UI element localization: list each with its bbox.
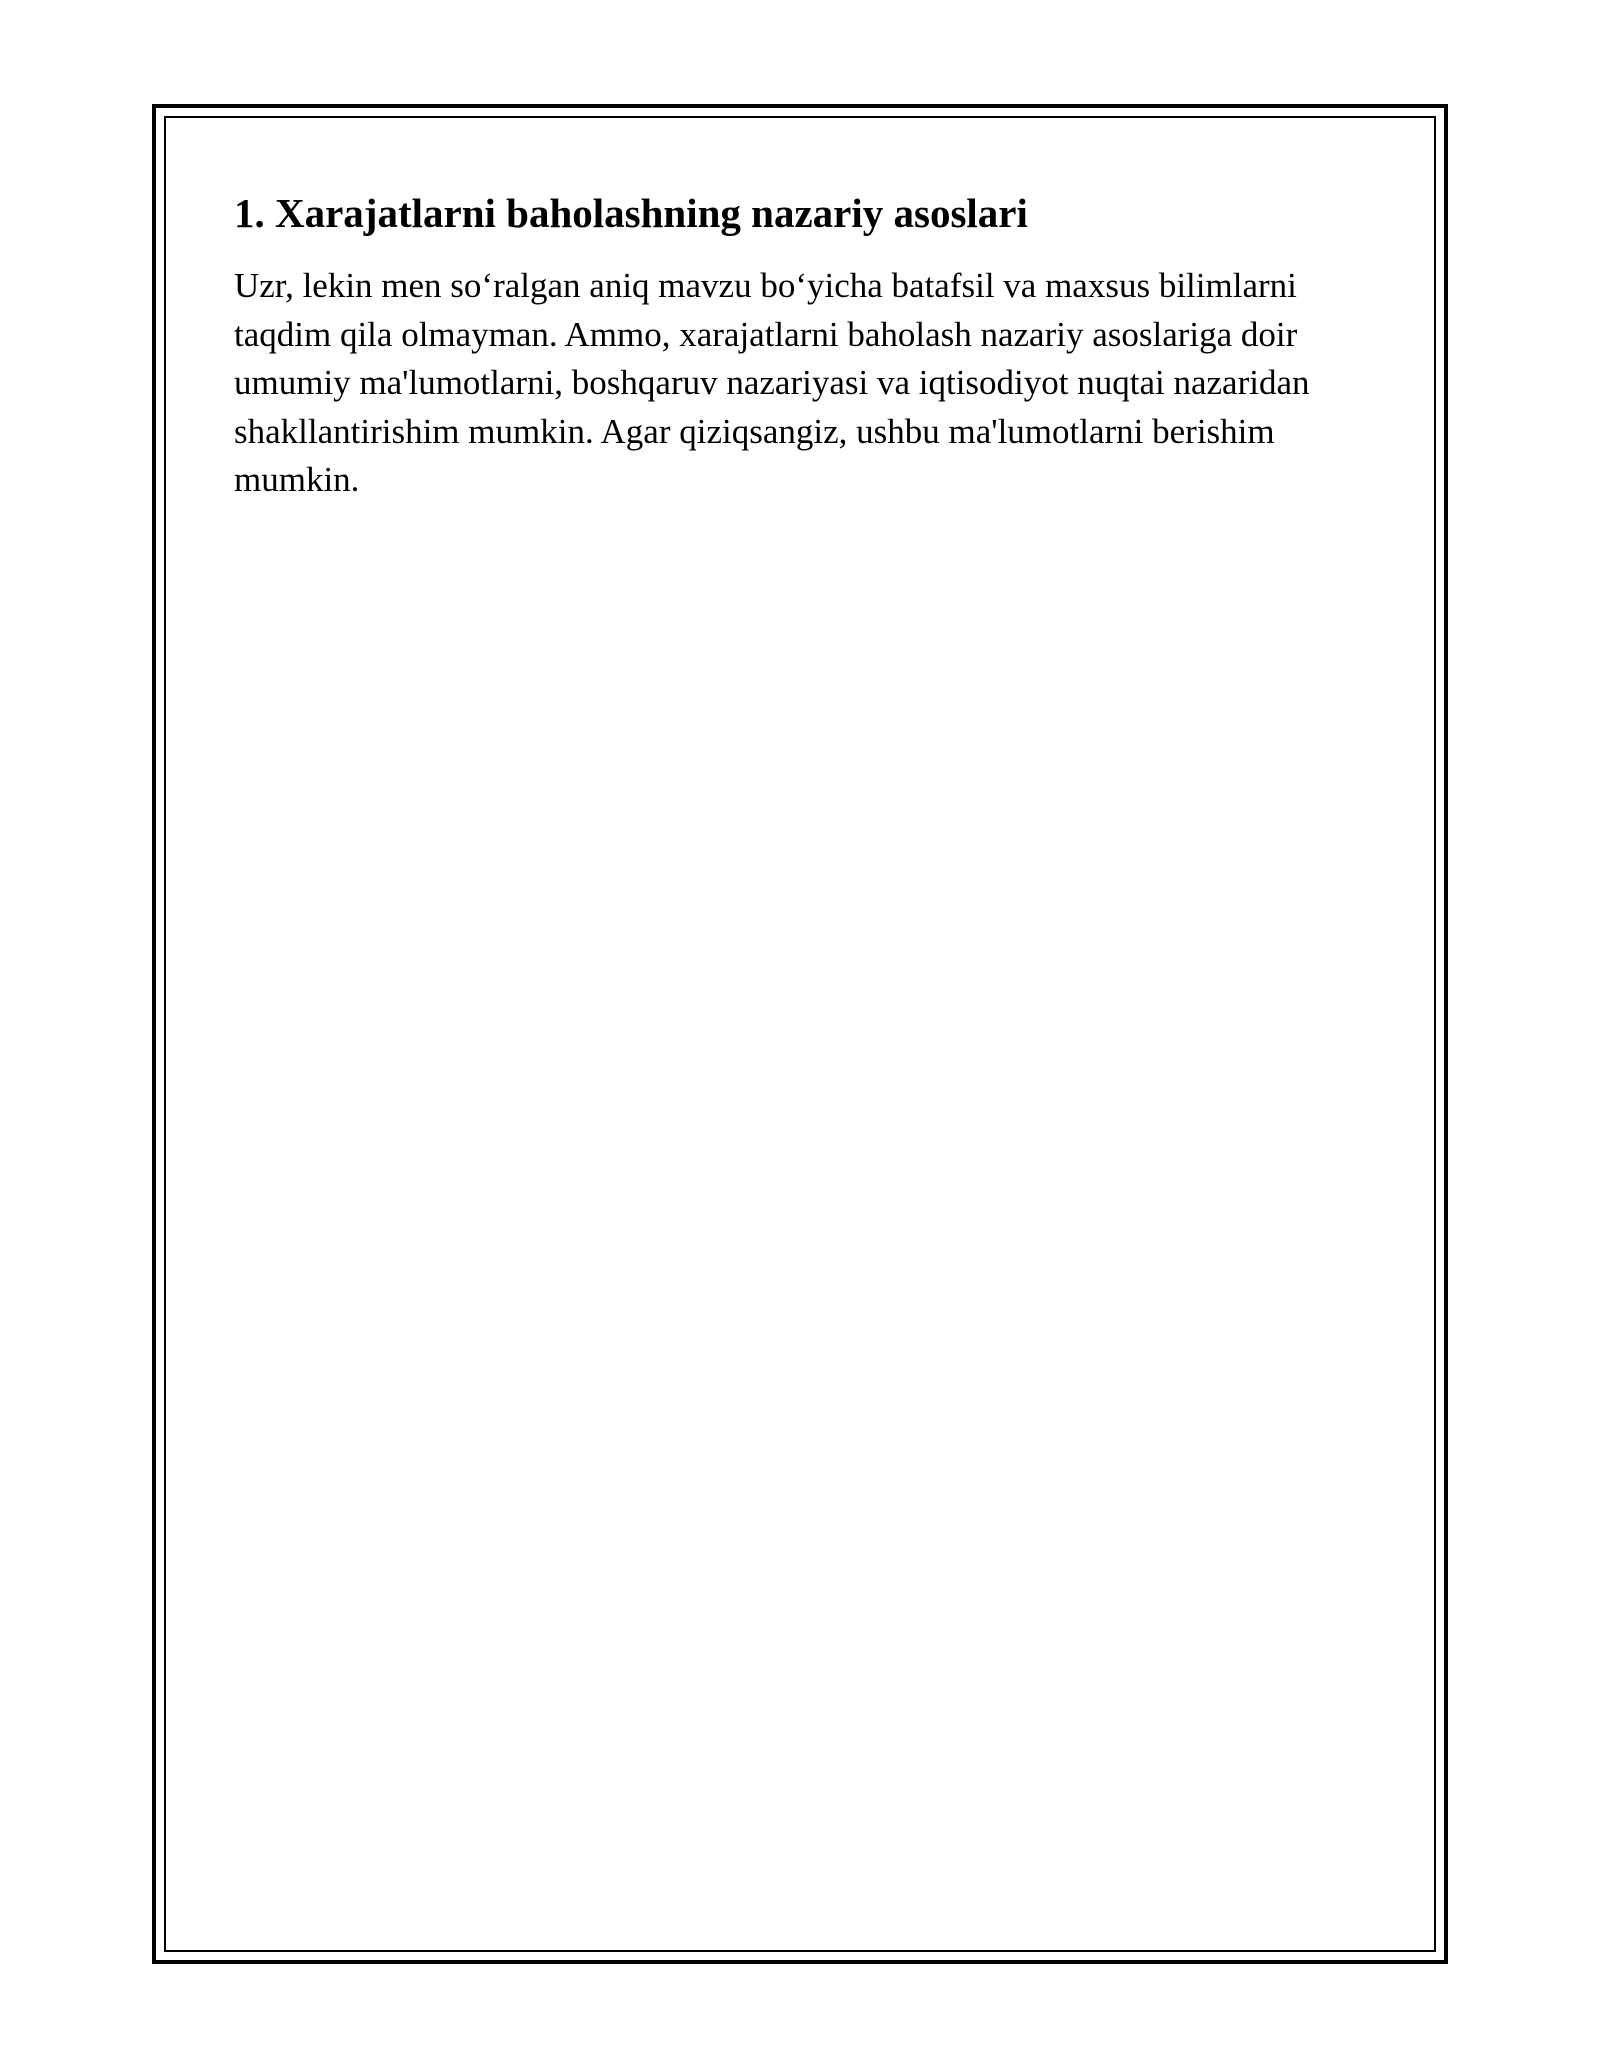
body-paragraph: Uzr, lekin men so‘ralgan aniq mavzu bo‘yicha batafsil va maxsus bilimlarni taqdim qila olmayman. Ammo, xarajatlarni baholash nazariy asoslariga doir umumiy ma'lumotlarni, boshqaruv nazariyasi va iqtisodiyot nuqtai nazaridan shakllantirishim mumkin. Agar qiziqsangiz, ushbu ma'lumotlarni berishim mumkin.	[234, 266, 1310, 499]
document-content	[234, 184, 1384, 505]
section-heading: 1. Xarajatlarni baholashning nazariy asoslari	[234, 190, 1028, 236]
